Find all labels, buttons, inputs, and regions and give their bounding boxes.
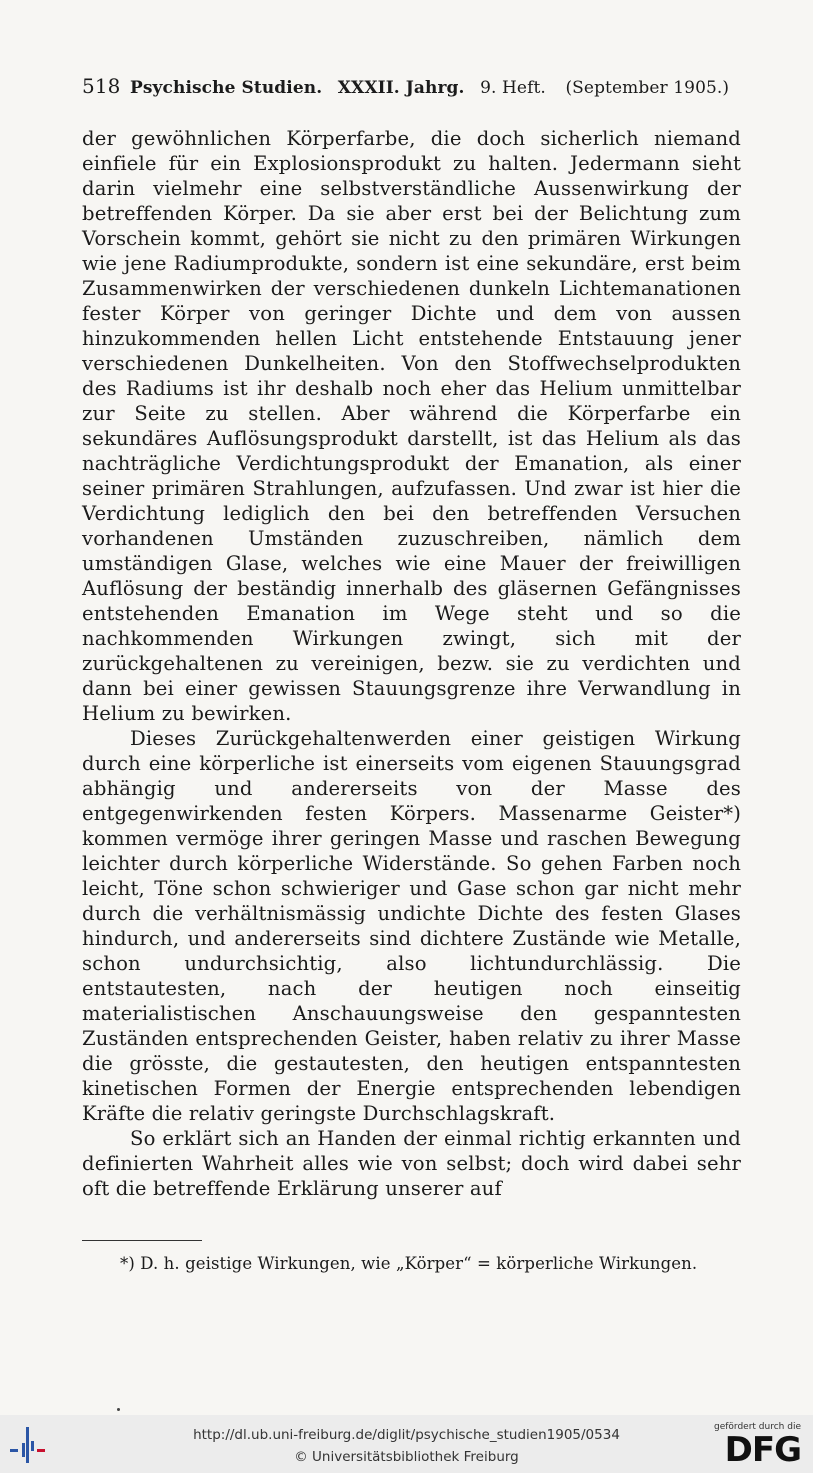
paragraph-1: der gewöhnlichen Körperfarbe, die doch sicherlich niemand einfiele für ein Explosionsprodukt zu halten. Jedermann sieht darin vielmehr eine selbstverständliche Aussenwirkung der betreffenden Körper. Da sie aber erst bei der Belichtung zum Vorschein kommt, gehört sie nicht zu den primären Wirkungen wie jene Radiumprodukte, sondern ist eine sekundäre, erst beim Zusammenwirken der verschiedenen dunkeln Lichtemanationen fester Körper von geringer Dichte und dem von aussen hinzukommenden hellen Licht entstehende Entstauung jener verschiedenen Dunkelheiten. Von den Stoffwechselprodukten des Radiums ist ihr deshalb noch eher das Helium unmittelbar zur Seite zu stellen. Aber während die Körperfarbe ein sekundäres Auflösungsprodukt darstellt, ist das Helium als das nachträgliche Verdichtungsprodukt der Emanation, als einer seiner primären Strahlungen, aufzufassen. Und zwar ist hier die Verdichtung lediglich den bei den betreffenden Versuchen vorhandenen Umständen zuzuschreiben, nämlich dem umständigen Glase, welches wie eine Mauer der freiwilligen Auflösung der beständig innerhalb des gläsernen Gefängnisses entstehenden Emanation im Wege steht und so die nachkommenden Wirkungen zwingt, sich mit der zurückgehaltenen zu vereinigen, bezw. sie zu verdichten und dann bei einer gewissen Stauungsgrenze ihre Verwandlung in Helium zu bewirken. (82, 127, 741, 725)
viewer-footer (0, 1415, 813, 1473)
page-number: 518 (82, 74, 121, 98)
issue-date: (September 1905.) (565, 78, 730, 98)
volume-label: XXXII. Jahrg. (337, 78, 465, 98)
issue-label: 9. Heft. (480, 78, 546, 98)
dfg-tagline: gefördert durch die (714, 1422, 801, 1432)
footnote-rule (82, 1240, 202, 1241)
running-header (82, 74, 742, 98)
paragraph-3: So erklärt sich an Handen der einmal richtig erkannten und definierten Wahrheit alles wie von selbst; doch wird dabei sehr oft die betreffende Erklärung unserer auf (82, 1127, 741, 1200)
paragraph-2: Dieses Zurückgehaltenwerden einer geistigen Wirkung durch eine körperliche ist einerseits vom eigenen Stauungsgrad abhängig und andererseits von der Masse des entgegenwirkenden festen Körpers. Massenarme Geister*) kommen vermöge ihrer geringen Masse und raschen Bewegung leichter durch körperliche Widerstände. So gehen Farben noch leicht, Töne schon schwieriger und Gase schon gar nicht mehr durch die verhältnismässig undichte Dichte des festen Glases hindurch, und andererseits sind dichtere Zustände wie Metalle, schon undurchsichtig, also lichtundurchlässig. Die entstautesten, nach der heutigen noch einseitig materialistischen Anschauungsweise den gespanntesten Zuständen entsprechenden Geister, haben relativ zu ihrer Masse die grösste, die gestautesten, den heutigen entspanntesten kinetischen Formen der Energie entsprechenden lebendigen Kräfte die relativ geringste Durchschlagskraft. (82, 727, 741, 1125)
copyright-notice: © Universitätsbibliothek Freiburg (294, 1449, 519, 1465)
dfg-logo: DFG (724, 1430, 801, 1470)
speck (117, 1408, 120, 1411)
journal-title: Psychische Studien. (130, 78, 323, 98)
body-text (82, 126, 741, 1201)
source-url-link[interactable]: http://dl.ub.uni-freiburg.de/diglit/psychische_studien1905/0534 (193, 1427, 620, 1443)
footnote: *) D. h. geistige Wirkungen, wie „Körper“ = körperliche Wirkungen. (120, 1254, 698, 1273)
